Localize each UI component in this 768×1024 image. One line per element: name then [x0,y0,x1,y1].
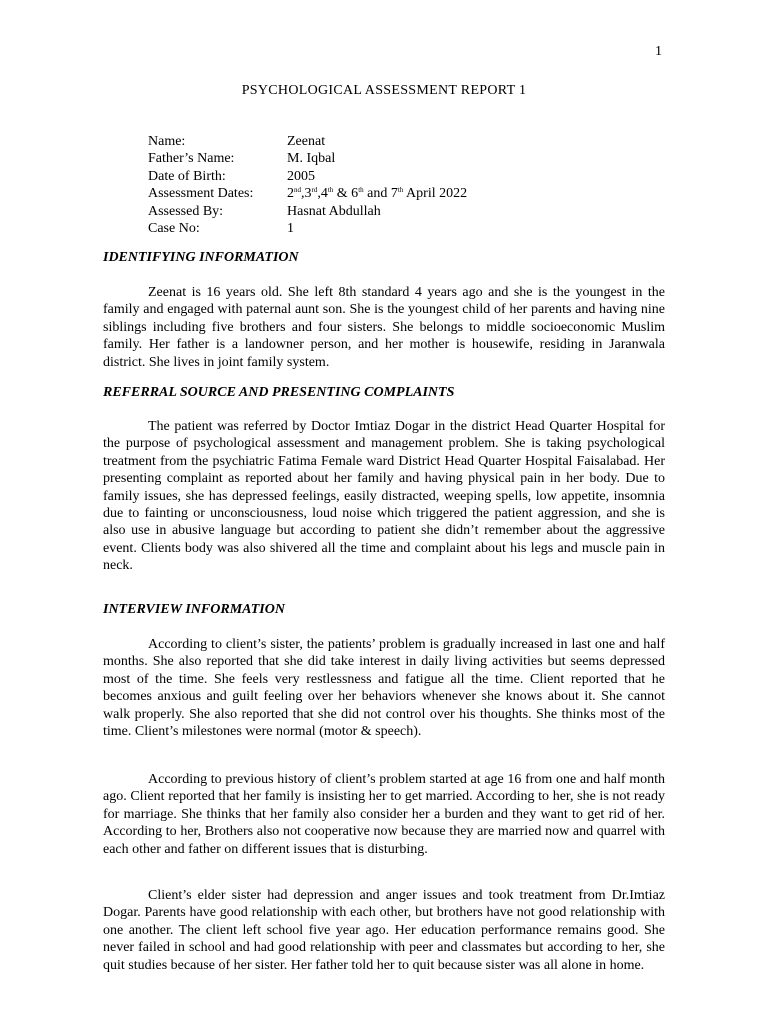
paragraph: According to client’s sister, the patients’ problem is gradually increased in last one and half months. She also reported that she did take interest in daily living activities but seems depressed most of the time. She feels very restlessness and fatigue all the time. Client reported that he becomes anxious and guilt feeling over her behaviors whenever she knows about it. She cannot walk properly. She also reported that she did not control over his thoughts. She thinks most of the time. Client’s milestones were normal (motor & speech). [103,637,665,740]
info-label: Date of Birth: [148,168,226,184]
report-title: PSYCHOLOGICAL ASSESSMENT REPORT 1 [241,83,527,98]
info-row-date-of-birth [148,168,467,185]
paragraph: Client’s elder sister had depression and anger issues and took treatment from Dr.Imtiaz Dogar. Parents have good relationship with each other, but brothers have not good relationship with one another. The client left school five year ago. Her education performance remains good. She never failed in school and had good relationship with peer and classmates but according to her, she quit studies because of her sister. Her father told her to quit because sister was all alone in home. [103,888,665,973]
info-label: Assessment Dates: [148,186,254,202]
info-value: 1 [287,221,294,237]
info-value: M. Iqbal [287,151,336,167]
info-row-assessed-by [148,203,467,220]
info-value: 2005 [287,168,315,184]
info-label: Case No: [148,221,200,237]
paragraph: Zeenat is 16 years old. She left 8th standard 4 years ago and she is the youngest in the family and engaged with paternal aunt son. She is the youngest child of her parents and having nine siblings including five brothers and four sisters. She belongs to middle socioeconomic Muslim family. Her father is a landowner person, and her mother is housewife, residing in Jaranwala district. She lives in joint family system. [103,285,665,370]
paragraph: The patient was referred by Doctor Imtiaz Dogar in the district Head Quarter Hospital for the purpose of psychological assessment and management problem. She is taking psychological treatment from the psychiatric Fatima Female ward District Head Quarter Hospital Faisalabad. Her presenting complaint as reported about her family and having physical pain in her body. Due to family issues, she has depressed feelings, easily distracted, weeping spells, low appetite, insomnia due to fainting or unconsciousness, loud noise which triggered the patient aggression, and she is also use in abusive language but according to patient she didn’t remember about the aggressive event. Clients body was also shivered all the time and complaint about his legs and muscle pain in neck. [103,419,665,574]
info-label: Assessed By: [148,203,224,219]
info-value: Hasnat Abdullah [287,203,381,219]
section-heading-referral: REFERRAL SOURCE AND PRESENTING COMPLAINTS [103,385,455,400]
info-value: 2nd,3rd,4th & 6th and 7th April 2022 [287,186,468,202]
info-label: Name: [148,134,186,149]
paragraph: According to previous history of client’s problem started at age 16 from one and half month ago. Client reported that her family is insisting her to get married. According to her, she is not ready for marriage. She thinks that her family also consider her a burden and they want to get rid of her. According to her, Brothers also not cooperative now because they are married now and quarrel with each other and father on different issues that is disturbing. [103,772,665,857]
section-heading-interview: INTERVIEW INFORMATION [103,602,285,617]
info-row-father-name [148,150,467,167]
info-value: Zeenat [287,134,326,149]
section-heading-identifying: IDENTIFYING INFORMATION [103,250,299,265]
info-row-case-no [148,220,467,237]
info-row-assessment-dates [148,185,467,202]
info-label: Father’s Name: [148,151,235,167]
page-number: 1 [655,44,662,59]
info-row-name [148,133,467,150]
patient-info-block [148,133,467,237]
